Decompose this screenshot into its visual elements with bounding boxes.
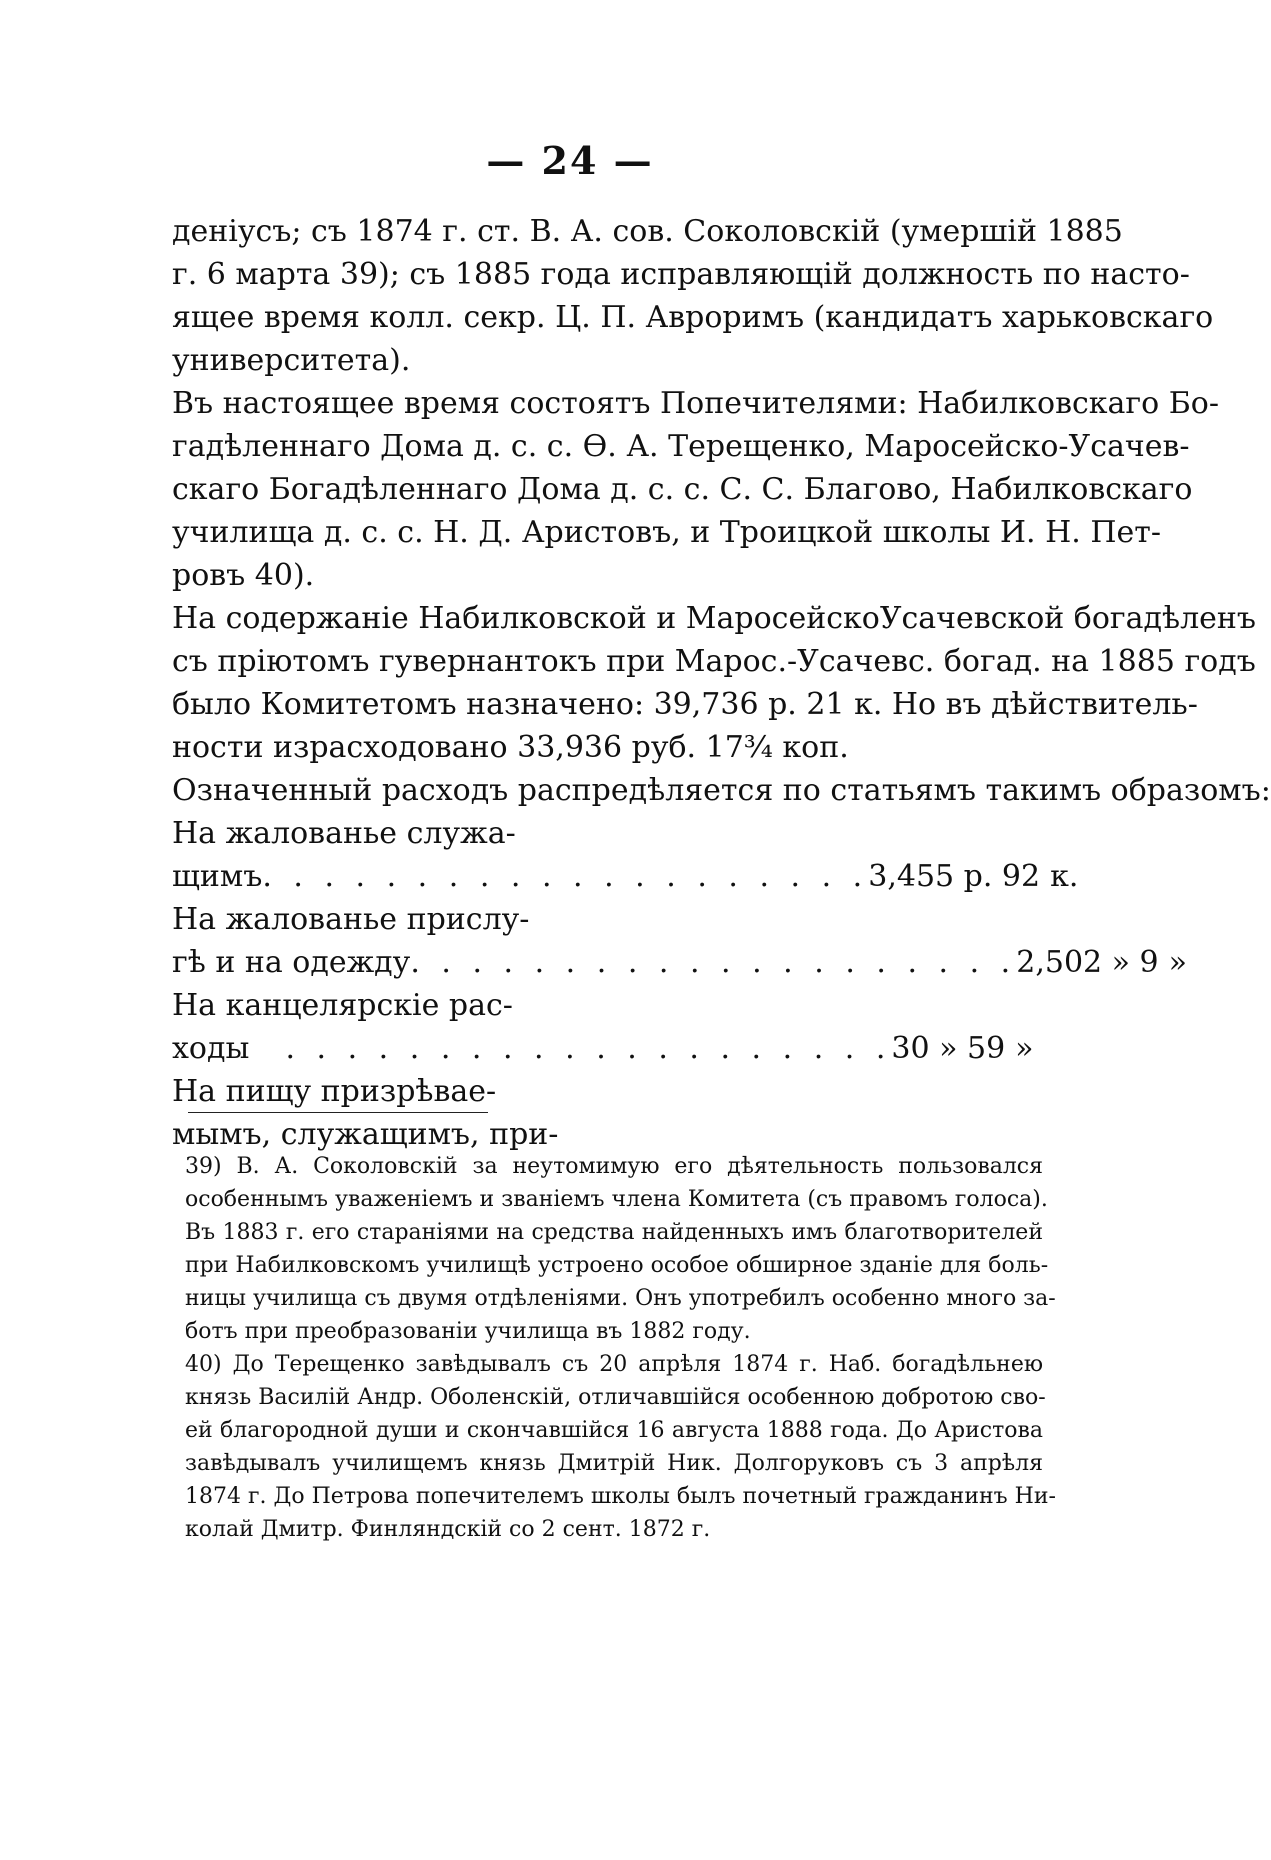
footnote-separator <box>188 1112 488 1113</box>
text-line: Въ настоящее время состоятъ Попечителями: Набилковскаго Бо- <box>172 386 1219 421</box>
expense-label: На жалованье прислу- <box>172 902 530 937</box>
footnote-line: 40) До Терещенко завѣдывалъ съ 20 апрѣля 1874 г. Наб. богадѣльнею <box>185 1352 1043 1377</box>
page-number: — 24 — <box>486 138 654 183</box>
text-line: г. 6 марта 39); съ 1885 года исправляющій должность по насто- <box>172 257 1190 292</box>
footnote-line: Въ 1883 г. его стараніями на средства найденныхъ имъ благотворителей <box>185 1220 1043 1245</box>
expense-row <box>172 812 1040 855</box>
text-line: съ пріютомъ гувернантокъ при Марос.-Усачевс. богад. на 1885 годъ <box>172 644 1256 679</box>
text-line: Означенный расходъ распредѣляется по статьямъ такимъ образомъ: <box>172 773 1271 808</box>
text-line: ящее время колл. секр. Ц. П. Авроримъ (кандидатъ харьковскаго <box>172 300 1214 335</box>
text-line: На содержаніе Набилковской и МаросейскоУсачевской богадѣленъ <box>172 601 1256 636</box>
footnote-line: особеннымъ уваженіемъ и званіемъ члена Комитета (съ правомъ голоса). <box>185 1187 1048 1212</box>
expense-unit: » <box>1168 945 1187 980</box>
text-line: деніусъ; съ 1874 г. ст. В. А. сов. Соколовскій (умершій 1885 <box>172 214 1123 249</box>
footnote-line: при Набилковскомъ училищѣ устроено особое обширное зданіе для боль- <box>185 1253 1049 1278</box>
text-line: ности израсходовано 33,936 руб. 17¾ коп. <box>172 730 849 765</box>
expense-unit: к. <box>1050 859 1079 894</box>
expense-row <box>172 984 1040 1027</box>
footnote-line: 39) В. А. Соколовскій за неутомимую его дѣятельность пользовался <box>185 1154 1043 1179</box>
dot-leader: . . . . . . . . . . . . . . . . . . . . <box>262 859 869 894</box>
footnotes <box>185 1150 1056 1546</box>
expense-label: На жалованье служа- <box>172 816 516 851</box>
footnote-line: колай Дмитр. Финляндскій со 2 сент. 1872 г. <box>185 1517 711 1542</box>
main-text <box>172 210 1271 1156</box>
expense-amount: 2,502 » 9 <box>1016 945 1159 980</box>
expense-table <box>172 812 1187 1156</box>
text-line: скаго Богадѣленнаго Дома д. с. с. С. С. Благово, Набилковскаго <box>172 472 1193 507</box>
footnote-line: завѣдывалъ училищемъ князь Дмитрій Ник. Долгоруковъ съ 3 апрѣля <box>185 1451 1043 1476</box>
dot-leader: . . . . . . . . . . . . . . . . . . . . <box>285 1031 892 1066</box>
footnote-line: князь Василій Андр. Оболенскій, отличавшійся особенною добротою сво- <box>185 1385 1046 1410</box>
text-line: ровъ 40). <box>172 558 315 593</box>
expense-unit: » <box>1015 1031 1034 1066</box>
expense-row <box>172 898 1040 941</box>
text-line: было Комитетомъ назначено: 39,736 р. 21 к. Но въ дѣйствитель- <box>172 687 1198 722</box>
text-line: университета). <box>172 343 411 378</box>
footnote-line: ницы училища съ двумя отдѣленіями. Онъ употребилъ особенно много за- <box>185 1286 1056 1311</box>
expense-amount: 3,455 р. 92 <box>868 859 1041 894</box>
expense-label: На канцелярскіе рас- <box>172 988 513 1023</box>
footnote-line: 1874 г. До Петрова попечителемъ школы былъ почетный гражданинъ Ни- <box>185 1484 1056 1509</box>
expense-row <box>172 855 1079 898</box>
expense-row <box>172 941 1187 984</box>
expense-label: На пищу призрѣвае- <box>172 1074 497 1109</box>
expense-label: гѣ и на одежду <box>172 945 411 980</box>
expense-label: ходы <box>172 1031 250 1066</box>
footnote-line: ей благородной души и скончавшійся 16 августа 1888 года. До Аристова <box>185 1418 1043 1443</box>
expense-label: мымъ, служащимъ, при- <box>172 1117 559 1152</box>
expense-label: щимъ <box>172 859 263 894</box>
expense-row <box>172 1027 1040 1070</box>
expense-amount: 30 » 59 <box>891 1031 1006 1066</box>
footnote-line: ботъ при преобразованіи училища въ 1882 году. <box>185 1319 751 1344</box>
text-line: гадѣленнаго Дома д. с. с. Ѳ. А. Терещенко, Маросейско-Усачев- <box>172 429 1190 464</box>
expense-row <box>172 1070 1040 1113</box>
text-line: училища д. с. с. Н. Д. Аристовъ, и Троицкой школы И. Н. Пет- <box>172 515 1161 550</box>
dot-leader: . . . . . . . . . . . . . . . . . . . . <box>410 945 1017 980</box>
